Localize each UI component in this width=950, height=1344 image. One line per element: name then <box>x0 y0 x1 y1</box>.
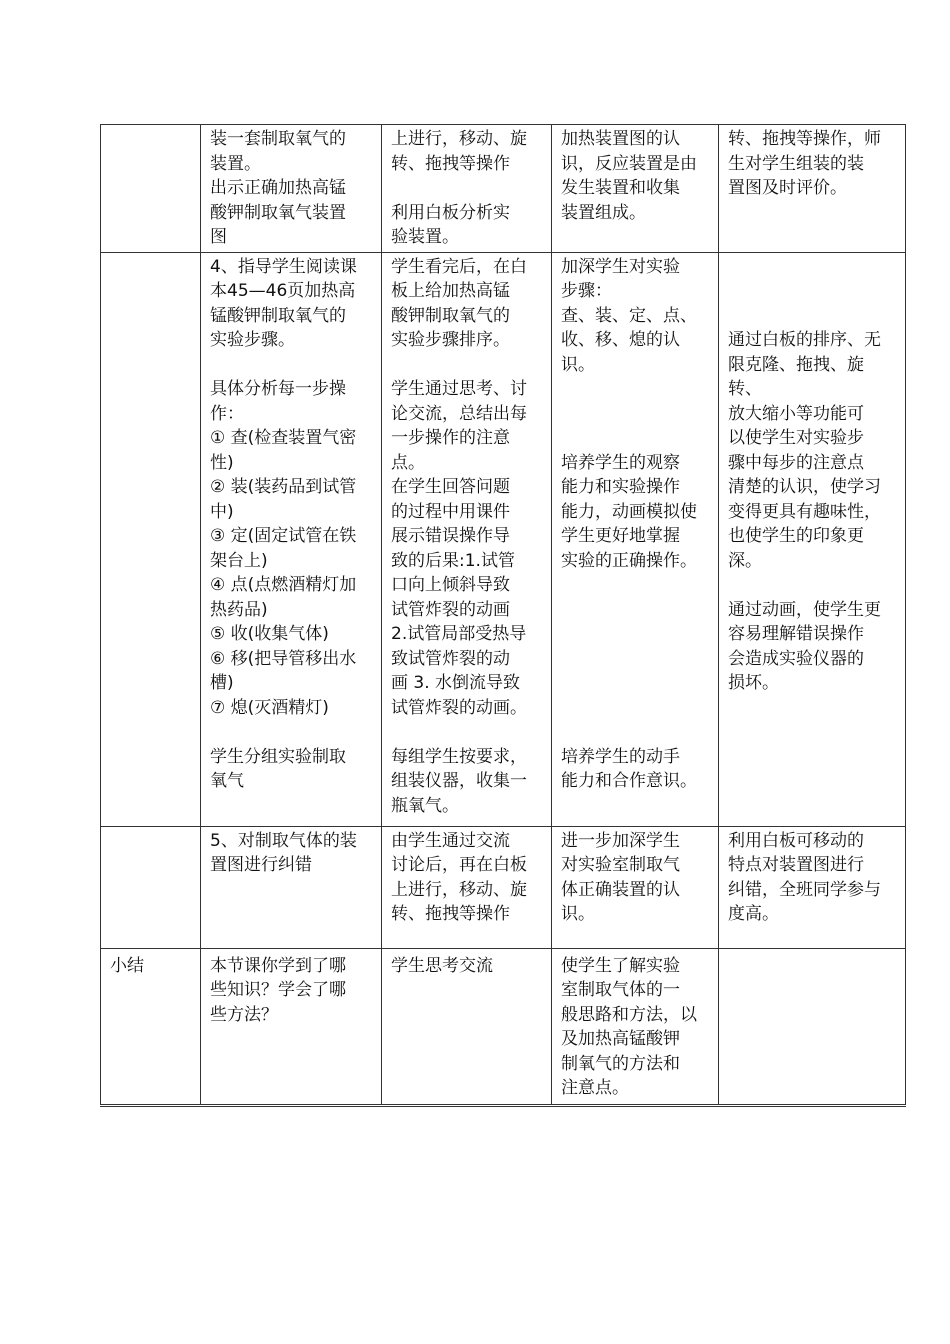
tech-application-cell <box>719 948 906 1105</box>
design-intent-cell: 加深学生对实验 步骤： 查、装、定、点、 收、移、熄的认识。 培养学生的观察 能力和实验操作 能力，动画模拟使 学生更好地掌握 实验的正确操作。 培养学生的动手 能力和合作意识。 <box>552 252 719 826</box>
teacher-activity-cell: 5、对制取气体的装 置图进行纠错 <box>201 826 382 948</box>
table-row <box>101 826 906 948</box>
tech-application-cell: 通过白板的排序、无 限克隆、拖拽、旋转、 放大缩小等功能可 以使学生对实验步 骤中每步的注意点 清楚的认识，使学习 变得更具有趣味性， 也使学生的印象更 深。 通过动画，使学生更 容易理解错误操作 会造成实验仪器的 损坏。 <box>719 252 906 826</box>
teacher-activity-cell: 本节课你学到了哪 些知识？学会了哪 些方法？ <box>201 948 382 1105</box>
teacher-activity-cell: 装一套制取氧气的 装置。 出示正确加热高锰 酸钾制取氧气装置 图 <box>201 125 382 253</box>
stage-cell <box>101 125 201 253</box>
student-activity-cell: 上进行，移动、旋 转、拖拽等操作 利用白板分析实 验装置。 <box>382 125 552 253</box>
table-row <box>101 125 906 253</box>
lesson-plan-table <box>100 124 906 1107</box>
design-intent-cell: 加热装置图的认 识，反应装置是由 发生装置和收集 装置组成。 <box>552 125 719 253</box>
table-row <box>101 948 906 1105</box>
table-row <box>101 252 906 826</box>
student-activity-cell: 学生看完后，在白 板上给加热高锰 酸钾制取氧气的 实验步骤排序。 学生通过思考、讨 论交流，总结出每 一步操作的注意 点。 在学生回答问题 的过程中用课件 展示错误操作导 致的后果:1.试管 口向上倾斜导致 试管炸裂的动画 2.试管局部受热导 致试管炸裂的动 画 3. 水倒流导致 试管炸裂的动画。 每组学生按要求， 组装仪器，收集一 瓶氧气。 <box>382 252 552 826</box>
tech-application-cell: 利用白板可移动的 特点对装置图进行 纠错，全班同学参与 度高。 <box>719 826 906 948</box>
teacher-activity-cell: 4、指导学生阅读课 本45—46页加热高 锰酸钾制取氧气的 实验步骤。 具体分析每一步操 作： ① 查(检查装置气密 性) ② 装(装药品到试管 中) ③ 定(固定试管在铁 架台上) ④ 点(点燃酒精灯加 热药品) ⑤ 收(收集气体) ⑥ 移(把导管移出水 槽) ⑦ 熄(灭酒精灯) 学生分组实验制取 氧气 <box>201 252 382 826</box>
stage-cell <box>101 826 201 948</box>
student-activity-cell: 由学生通过交流 讨论后，再在白板 上进行，移动、旋 转、拖拽等操作 <box>382 826 552 948</box>
stage-cell: 小结 <box>101 948 201 1105</box>
design-intent-cell: 进一步加深学生 对实验室制取气 体正确装置的认 识。 <box>552 826 719 948</box>
student-activity-cell: 学生思考交流 <box>382 948 552 1105</box>
tech-application-cell: 转、拖拽等操作，师 生对学生组装的装 置图及时评价。 <box>719 125 906 253</box>
stage-cell <box>101 252 201 826</box>
design-intent-cell: 使学生了解实验 室制取气体的一 般思路和方法，以 及加热高锰酸钾 制氧气的方法和 注意点。 <box>552 948 719 1105</box>
